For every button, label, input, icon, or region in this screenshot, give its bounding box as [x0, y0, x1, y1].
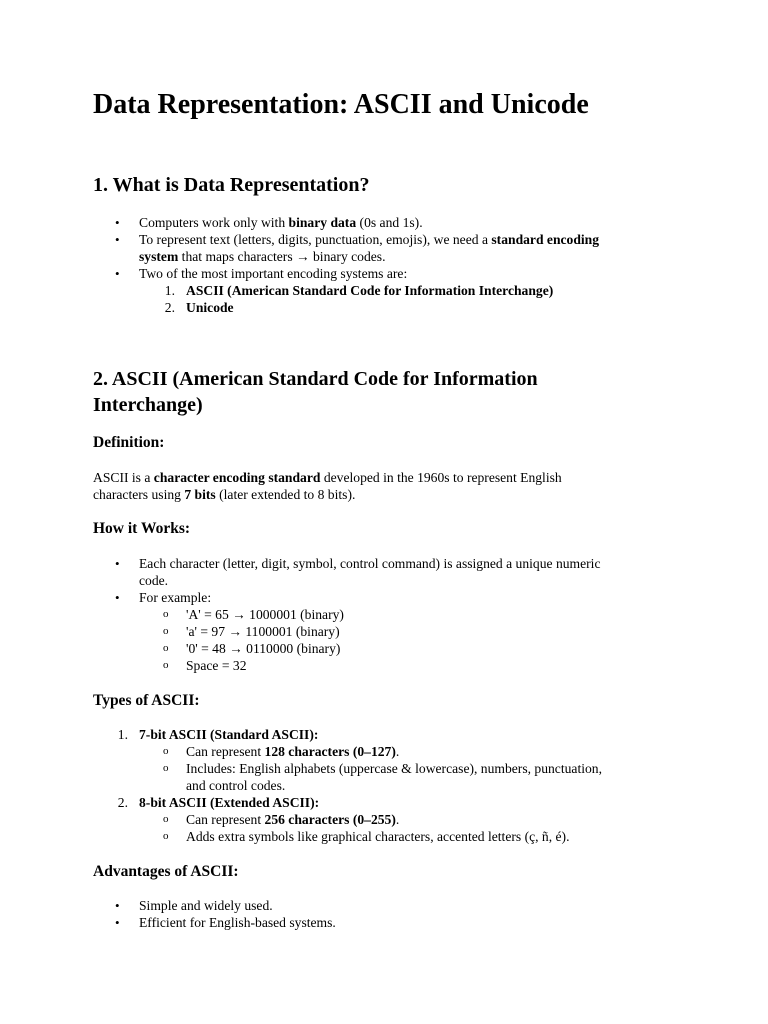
sub-bullet-icon: o	[163, 745, 169, 757]
definition-text: ASCII is a character encoding standard developed in the 1960s to represent English	[93, 470, 562, 485]
list-number: 2.	[164, 300, 175, 315]
list-item: Efficient for English-based systems.	[139, 915, 336, 930]
definition-text-continuation: characters using 7 bits (later extended to 8 bits).	[93, 487, 356, 502]
sub-bullet-icon: o	[163, 813, 169, 825]
type-detail: Can represent 256 characters (0–255).	[186, 812, 400, 827]
list-item-continuation: code.	[139, 573, 169, 588]
sub-bullet-icon: o	[163, 608, 169, 620]
bullet-icon: •	[115, 266, 120, 281]
example-item: 'A' = 65 → 1000001 (binary)	[186, 607, 344, 622]
section-2-heading: 2. ASCII (American Standard Code for Information	[93, 368, 538, 390]
sub-bullet-icon: o	[163, 659, 169, 671]
section-2-heading-continuation: Interchange)	[93, 394, 203, 416]
types-heading: Types of ASCII:	[93, 692, 200, 709]
advantages-heading: Advantages of ASCII:	[93, 863, 239, 880]
type-detail: Includes: English alphabets (uppercase & lowercase), numbers, punctuation,	[186, 761, 602, 776]
list-item: Each character (letter, digit, symbol, control command) is assigned a unique numeric	[139, 556, 601, 571]
section-1-heading: 1. What is Data Representation?	[93, 174, 370, 196]
list-item: Computers work only with binary data (0s and 1s).	[139, 215, 423, 230]
list-item: For example:	[139, 590, 212, 605]
page-title: Data Representation: ASCII and Unicode	[93, 89, 589, 120]
list-number: 1.	[117, 727, 128, 742]
bullet-icon: •	[115, 556, 120, 571]
bullet-icon: •	[115, 898, 120, 913]
definition-heading: Definition:	[93, 434, 165, 451]
example-item: '0' = 48 → 0110000 (binary)	[186, 641, 341, 656]
list-item: To represent text (letters, digits, punctuation, emojis), we need a standard encoding	[139, 232, 600, 247]
type-detail-continuation: and control codes.	[186, 778, 286, 793]
type-detail: Adds extra symbols like graphical characters, accented letters (ç, ñ, é).	[186, 829, 570, 844]
list-number: 2.	[117, 795, 128, 810]
how-it-works-heading: How it Works:	[93, 520, 191, 537]
list-item: Simple and widely used.	[139, 898, 273, 913]
list-number: 1.	[164, 283, 175, 298]
sub-bullet-icon: o	[163, 625, 169, 637]
type-title: 7-bit ASCII (Standard ASCII):	[139, 727, 319, 742]
numbered-item: Unicode	[186, 300, 234, 315]
sub-bullet-icon: o	[163, 642, 169, 654]
list-item-continuation: system that maps characters → binary codes.	[139, 249, 386, 264]
type-detail: Can represent 128 characters (0–127).	[186, 744, 400, 759]
bullet-icon: •	[115, 215, 120, 230]
numbered-item: ASCII (American Standard Code for Information Interchange)	[186, 283, 554, 298]
bullet-icon: •	[115, 232, 120, 247]
type-title: 8-bit ASCII (Extended ASCII):	[139, 795, 320, 810]
example-item: 'a' = 97 → 1100001 (binary)	[186, 624, 340, 639]
example-item: Space = 32	[186, 658, 247, 673]
sub-bullet-icon: o	[163, 762, 169, 774]
sub-bullet-icon: o	[163, 830, 169, 842]
bullet-icon: •	[115, 590, 120, 605]
bullet-icon: •	[115, 915, 120, 930]
list-item: Two of the most important encoding systems are:	[139, 266, 408, 281]
